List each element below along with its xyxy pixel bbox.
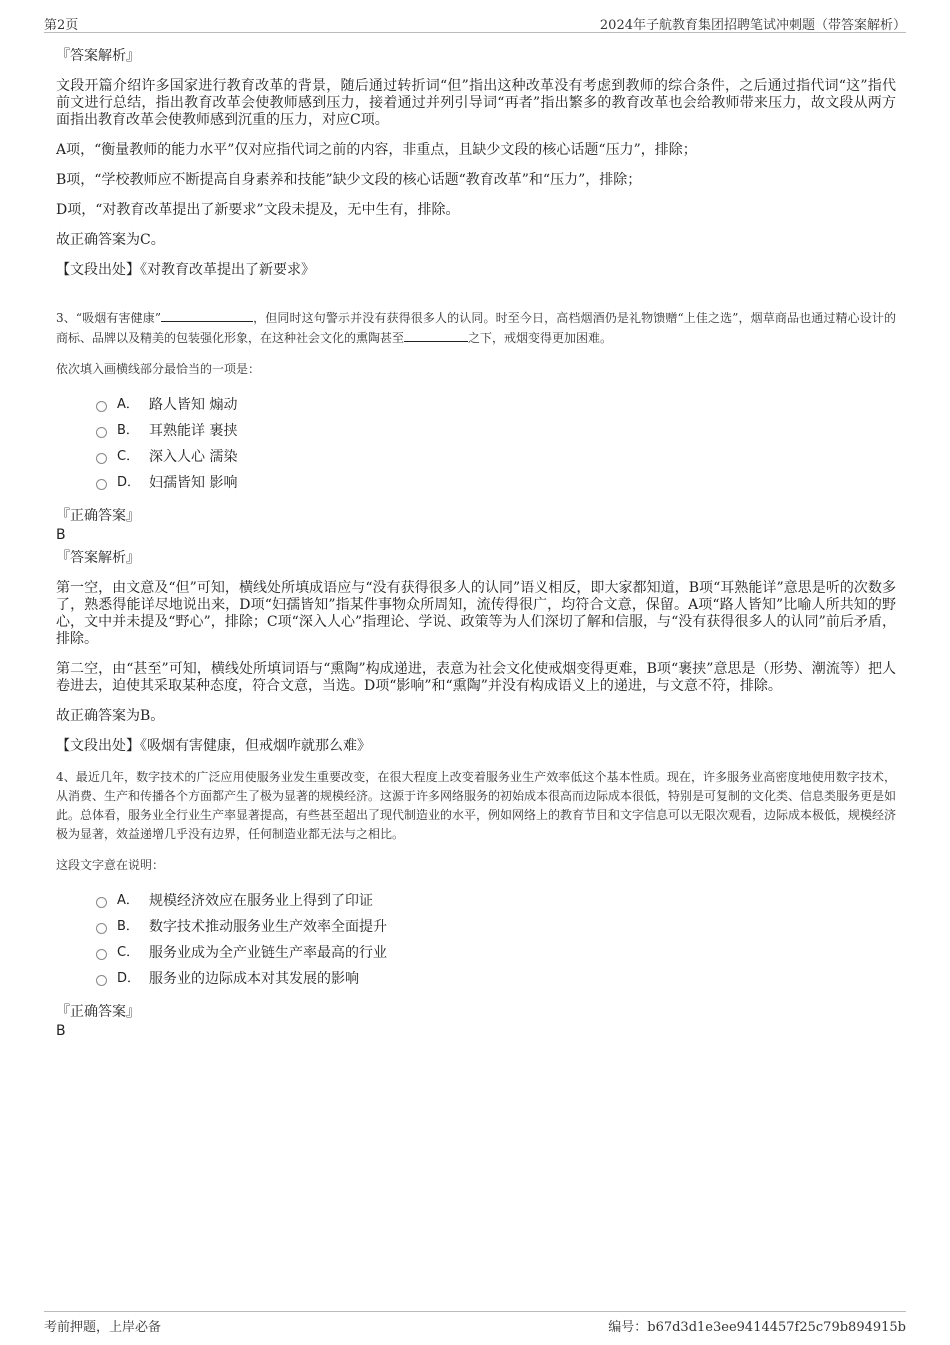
option-text: 妇孺皆知 影响 xyxy=(149,475,238,491)
option-text: 深入人心 濡染 xyxy=(149,449,238,465)
option-key: C． xyxy=(117,449,140,464)
option-text: 数字技术推动服务业生产效率全面提升 xyxy=(149,919,387,935)
radio-icon[interactable] xyxy=(96,427,107,438)
option-key: B． xyxy=(117,919,139,934)
q3-option-c[interactable] xyxy=(96,448,896,474)
q4-correct-answer: B xyxy=(56,1023,66,1039)
option-key: A． xyxy=(117,397,139,412)
q2-analysis-label: 『答案解析』 xyxy=(56,48,140,64)
q4-option-b[interactable] xyxy=(96,918,896,944)
q3-stem-part: 3、“吸烟有害健康” xyxy=(56,311,162,325)
radio-icon[interactable] xyxy=(96,453,107,464)
document-title: 2024年子航教育集团招聘笔试冲刺题（带答案解析） xyxy=(599,18,906,33)
q3-stem-part: ，但同时这句警示并没有获得很多人的认同。时至今日，高档烟酒仍是礼物馈赠“上佳之选”，烟草商品也通过精心设计的商标、品牌以及精美的包装强化形象，在这种社会文化的熏陶甚至 xyxy=(56,311,897,345)
q2-analysis-para: 文段开篇介绍许多国家进行教育改革的背景，随后通过转折词“但”指出这种改革没有考虑到教师的综合条件，之后通过指代词“这”指代前文进行总结，指出教育改革会使教师感到压力，接着通过并列引导词“再者”指出繁多的教育改革也会给教师带来压力，故文段从两方面指出教育改革会使教师感到沉重的压力，对应C项。 xyxy=(56,78,896,128)
question-4 xyxy=(56,768,896,1040)
q3-stem xyxy=(56,308,896,348)
q2-analysis xyxy=(56,46,896,279)
radio-icon[interactable] xyxy=(96,479,107,490)
q4-prompt: 这段文字意在说明： xyxy=(56,858,165,872)
q3-correct-answer: B xyxy=(56,527,66,543)
q2-analysis-para: A项，“衡量教师的能力水平”仅对应指代词之前的内容，非重点，且缺少文段的核心话题“压力”，排除； xyxy=(56,142,697,158)
option-key: D． xyxy=(117,971,141,986)
q3-analysis-label: 『答案解析』 xyxy=(56,550,140,566)
document-serial: 编号：b67d3d1e3ee9414457f25c79b894915b xyxy=(608,1320,906,1335)
option-text: 耳熟能详 裹挟 xyxy=(149,423,238,439)
page-footer xyxy=(44,1311,906,1335)
radio-icon[interactable] xyxy=(96,923,107,934)
q3-blank-1 xyxy=(161,308,253,322)
option-key: C． xyxy=(117,945,140,960)
option-text: 路人皆知 煽动 xyxy=(149,397,238,413)
q4-correct-label: 『正确答案』 xyxy=(56,1004,140,1020)
q2-analysis-para: B项，“学校教师应不断提高自身素养和技能”缺少文段的核心话题“教育改革”和“压力”，排除； xyxy=(56,172,642,188)
q3-correct-label: 『正确答案』 xyxy=(56,508,140,524)
page-number: 第2页 xyxy=(44,18,79,33)
q2-analysis-para: D项，“对教育改革提出了新要求”文段未提及，无中生有，排除。 xyxy=(56,202,460,218)
q4-option-d[interactable] xyxy=(96,970,896,996)
q3-stem-part: 之下，戒烟变得更加困难。 xyxy=(468,331,613,345)
q3-options xyxy=(96,396,896,500)
q4-stem: 4、最近几年，数字技术的广泛应用使服务业发生重要改变，在很大程度上改变着服务业生产效率低这个基本性质。现在，许多服务业高密度地使用数字技术，从消费、生产和传播各个方面都产生了极为显著的规模经济。这源于许多网络服务的初始成本很高而边际成本很低，特别是可复制的文化类、信息类服务更是如此。总体看，服务业全行业生产率显著提高，有些甚至超出了现代制造业的水平，例如网络上的教育节目和文字信息可以无限次观看，边际成本极低，规模经济极为显著，效益递增几乎没有边界，任何制造业都无法与之相比。 xyxy=(56,770,897,841)
q2-source: 【文段出处】《对教育改革提出了新要求》 xyxy=(56,262,315,278)
q3-option-b[interactable] xyxy=(96,422,896,448)
radio-icon[interactable] xyxy=(96,897,107,908)
radio-icon[interactable] xyxy=(96,975,107,986)
option-key: B． xyxy=(117,423,139,438)
radio-icon[interactable] xyxy=(96,949,107,960)
q3-conclusion: 故正确答案为B。 xyxy=(56,708,165,724)
footer-slogan: 考前押题，上岸必备 xyxy=(44,1320,162,1335)
radio-icon[interactable] xyxy=(96,401,107,412)
page-header xyxy=(44,12,906,33)
q3-option-d[interactable] xyxy=(96,474,896,500)
option-key: A． xyxy=(117,893,139,908)
option-text: 规模经济效应在服务业上得到了印证 xyxy=(149,893,373,909)
page-content xyxy=(56,46,896,1044)
q2-conclusion: 故正确答案为C。 xyxy=(56,232,165,248)
q3-analysis-para: 第一空，由文意及“但”可知，横线处所填成语应与“没有获得很多人的认同”语义相反，即大家都知道，B项“耳熟能详”意思是听的次数多了，熟悉得能详尽地说出来，D项“妇孺皆知”指某件事物众所周知，流传得很广，均符合文意，保留。A项“路人皆知”比喻人所共知的野心，文中并未提及“野心”，排除；C项“深入人心”指理论、学说、政策等为人们深切了解和信服，与“没有获得很多人的认同”前后矛盾，排除。 xyxy=(56,580,896,647)
q3-analysis-para: 第二空，由“甚至”可知，横线处所填词语与“熏陶”构成递进，表意为社会文化使戒烟变得更难，B项“裹挟”意思是（形势、潮流等）把人卷进去，迫使其采取某种态度，符合文意，当选。D项“影响”和“熏陶”并没有构成语义上的递进，与文意不符，排除。 xyxy=(56,661,896,694)
question-3 xyxy=(56,308,896,755)
q4-option-a[interactable] xyxy=(96,892,896,918)
q4-options xyxy=(96,892,896,996)
option-text: 服务业成为全产业链生产率最高的行业 xyxy=(149,945,387,961)
option-key: D． xyxy=(117,475,141,490)
q4-option-c[interactable] xyxy=(96,944,896,970)
q3-prompt: 依次填入画横线部分最恰当的一项是： xyxy=(56,362,261,376)
q3-source: 【文段出处】《吸烟有害健康，但戒烟咋就那么难》 xyxy=(56,738,371,754)
q3-blank-2 xyxy=(404,328,468,342)
q3-option-a[interactable] xyxy=(96,396,896,422)
option-text: 服务业的边际成本对其发展的影响 xyxy=(149,971,359,987)
